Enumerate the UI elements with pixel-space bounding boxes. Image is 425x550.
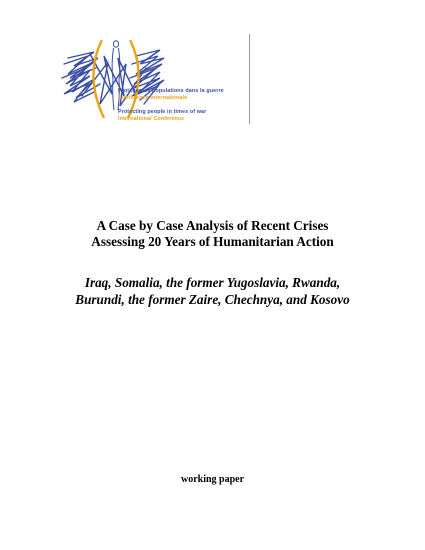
document-title-line-2: Assessing 20 Years of Humanitarian Action [91, 234, 334, 249]
logo-subtext-english: International Conference [118, 116, 185, 122]
logo-text-english: Protecting people in times of war [118, 109, 207, 115]
logo-subtext-french: Conférence Internationale [118, 95, 188, 101]
document-subtitle-line-1: Iraq, Somalia, the former Yugoslavia, Rwanda, [84, 275, 341, 290]
logo-divider [249, 34, 250, 124]
document-title-line-1: A Case by Case Analysis of Recent Crises [96, 218, 329, 233]
document-subtitle-line-2: Burundi, the former Zaire, Chechnya, and Kosovo [75, 292, 350, 307]
logo-text-french: Protéger les populations dans la guerre [118, 88, 224, 94]
working-paper-label: working paper [180, 474, 245, 485]
